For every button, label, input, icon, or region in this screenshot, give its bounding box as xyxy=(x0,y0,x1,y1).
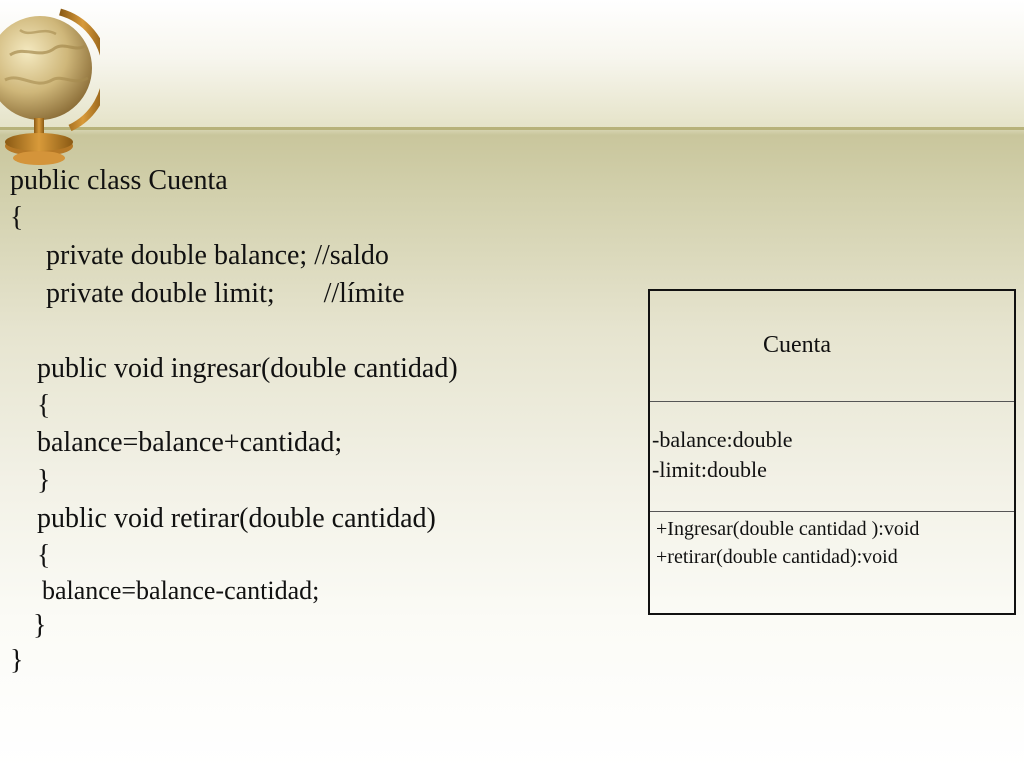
header-rule xyxy=(0,127,1024,130)
uml-attributes-section xyxy=(650,402,1014,512)
code-line: { xyxy=(37,390,51,421)
uml-methods-section xyxy=(650,512,1014,613)
code-line: public void retirar(double cantidad) xyxy=(37,503,436,534)
uml-class-name: Cuenta xyxy=(763,332,831,358)
header-band xyxy=(0,0,1024,128)
uml-method: +retirar(double cantidad):void xyxy=(656,546,898,568)
code-line: public void ingresar(double cantidad) xyxy=(37,353,458,384)
code-line: { xyxy=(37,540,51,571)
uml-attribute: -balance:double xyxy=(652,427,793,452)
code-line: private double limit; //límite xyxy=(46,278,405,309)
code-line: { xyxy=(10,202,24,233)
code-line: balance=balance+cantidad; xyxy=(37,427,343,458)
uml-method: +Ingresar(double cantidad ):void xyxy=(656,518,920,540)
globe-icon xyxy=(0,0,100,170)
uml-class-box xyxy=(648,289,1016,615)
code-line: balance=balance-cantidad; xyxy=(42,576,320,605)
code-line: public class Cuenta xyxy=(10,165,228,196)
uml-name-section xyxy=(650,291,1014,402)
uml-attribute: -limit:double xyxy=(652,457,767,482)
code-line: } xyxy=(10,645,24,676)
code-line: } xyxy=(37,465,51,496)
code-line: private double balance; //saldo xyxy=(46,240,389,271)
code-line: } xyxy=(33,610,47,641)
